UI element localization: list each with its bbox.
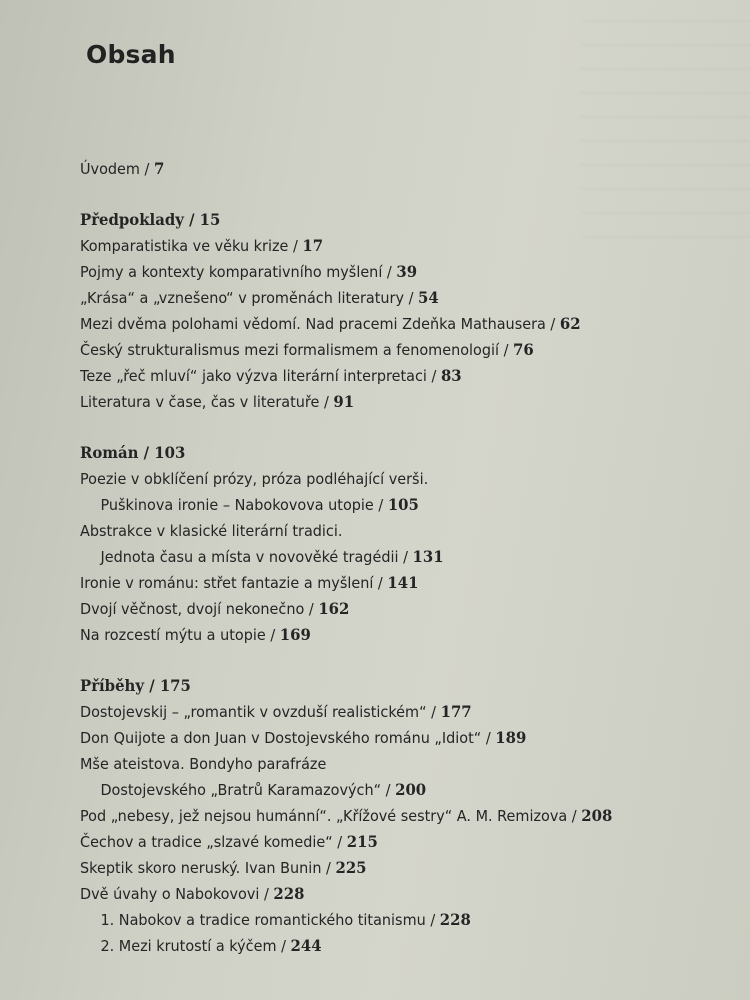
toc-separator: / bbox=[426, 703, 441, 721]
toc-entry bbox=[80, 803, 685, 829]
toc-entry bbox=[80, 725, 685, 751]
toc-entry-line2 bbox=[80, 492, 685, 518]
toc-page-number: 7 bbox=[153, 159, 165, 178]
toc-entry-title: Teze „řeč mluví“ jako výzva literární interpretaci bbox=[80, 367, 427, 385]
toc-separator: / bbox=[481, 729, 496, 747]
toc-entry bbox=[80, 596, 685, 622]
section-title: Příběhy bbox=[80, 676, 145, 695]
toc-subentry bbox=[80, 907, 685, 933]
toc-entry-title: Skeptik skoro neruský. Ivan Bunin bbox=[80, 859, 322, 877]
toc-entry-title: Dostojevskij – „romantik v ovzduší realistickém“ bbox=[80, 703, 427, 721]
toc-separator: / bbox=[319, 393, 334, 411]
toc-entry-title: Mezi dvěma polohami vědomí. Nad pracemi Zdeňka Mathausera bbox=[80, 315, 546, 333]
toc-page-number: 200 bbox=[395, 780, 427, 799]
page-title: Obsah bbox=[86, 40, 176, 69]
toc-separator: / bbox=[426, 367, 441, 385]
toc-entry-title: Na rozcestí mýtu a utopie bbox=[80, 626, 266, 644]
toc-entry-line1 bbox=[80, 751, 685, 777]
toc-page-number: 225 bbox=[335, 858, 367, 877]
toc-entry-title-line1: Mše ateistova. Bondyho parafráze bbox=[80, 755, 327, 773]
toc-entry bbox=[80, 855, 685, 881]
toc-page-number: 91 bbox=[333, 392, 355, 411]
toc-entry-title: Pojmy a kontexty komparativního myšlení bbox=[80, 263, 383, 281]
toc-page-number: 175 bbox=[159, 676, 191, 695]
toc-page-number: 103 bbox=[154, 443, 186, 462]
toc-separator: / bbox=[332, 833, 347, 851]
toc-entry-title-line1: Poezie v obklíčení prózy, próza podléhající verši. bbox=[80, 470, 429, 488]
toc-page-number: 189 bbox=[495, 728, 527, 747]
toc-entry bbox=[80, 259, 685, 285]
toc-entry bbox=[80, 285, 685, 311]
toc-separator: / bbox=[276, 937, 291, 955]
toc-separator: / bbox=[403, 289, 419, 307]
section-heading-pribehy bbox=[80, 673, 685, 699]
toc-entry-line1 bbox=[80, 466, 685, 492]
toc-entry-title: Dvě úvahy o Nabokovovi bbox=[80, 885, 260, 903]
toc-entry-title: Úvodem bbox=[80, 160, 140, 178]
toc-entry-title: Ironie v románu: střet fantazie a myšlení bbox=[80, 574, 374, 592]
toc-page-number: 76 bbox=[513, 340, 534, 359]
toc-separator: / bbox=[259, 885, 274, 903]
toc-separator: / bbox=[183, 210, 200, 229]
toc-page-number: 215 bbox=[346, 832, 378, 851]
toc-entry bbox=[80, 829, 685, 855]
toc-page-number: 208 bbox=[581, 806, 613, 825]
toc-separator: / bbox=[265, 626, 280, 644]
toc-entry-intro bbox=[80, 156, 685, 182]
toc-entry bbox=[80, 881, 685, 907]
toc-page-number: 39 bbox=[396, 262, 418, 281]
toc-page-number: 105 bbox=[387, 495, 419, 514]
section-heading-roman bbox=[80, 440, 685, 466]
toc-page-number: 54 bbox=[418, 288, 439, 307]
toc-separator: / bbox=[288, 237, 303, 255]
toc-entry-title: 2. Mezi krutostí a kýčem bbox=[100, 937, 277, 955]
toc-page-number: 141 bbox=[387, 573, 419, 592]
section-title: Předpoklady bbox=[80, 210, 184, 229]
toc-separator: / bbox=[545, 315, 560, 333]
toc-entry-title: Komparatistika ve věku krize bbox=[80, 237, 289, 255]
toc-entry-title: 1. Nabokov a tradice romantického titanismu bbox=[100, 911, 426, 929]
toc-entry-title: Pod „nebesy, jež nejsou humánní“. „Křížové sestry“ A. M. Remizova bbox=[80, 807, 568, 825]
toc-page-number: 15 bbox=[199, 210, 221, 229]
toc-entry bbox=[80, 337, 685, 363]
toc-entry bbox=[80, 570, 685, 596]
toc-separator: / bbox=[321, 859, 336, 877]
toc-entry-title: „Krása“ a „vznešeno“ v proměnách literatury bbox=[80, 289, 404, 307]
toc-separator: / bbox=[567, 807, 582, 825]
toc-entry-title: Don Quijote a don Juan v Dostojevského románu „Idiot“ bbox=[80, 729, 482, 747]
section-title: Román bbox=[80, 443, 139, 462]
toc-entry-title: Jednota času a místa v novověké tragédii bbox=[100, 548, 399, 566]
toc-entry bbox=[80, 363, 685, 389]
toc-entry bbox=[80, 233, 685, 259]
toc-entry bbox=[80, 311, 685, 337]
toc-separator: / bbox=[373, 496, 388, 514]
toc-page-number: 228 bbox=[273, 884, 305, 903]
toc-separator: / bbox=[138, 443, 155, 462]
toc-page-number: 17 bbox=[302, 236, 324, 255]
toc-separator: / bbox=[398, 548, 413, 566]
toc-page-number: 244 bbox=[290, 936, 322, 955]
toc-entry-line2 bbox=[80, 544, 685, 570]
toc-page-number: 177 bbox=[440, 702, 472, 721]
toc-entry bbox=[80, 699, 685, 725]
toc-entry-title: Český strukturalismus mezi formalismem a fenomenologií bbox=[80, 341, 500, 359]
toc-separator: / bbox=[304, 600, 319, 618]
toc-page-number: 131 bbox=[412, 547, 444, 566]
toc-entry-title: Puškinova ironie – Nabokovova utopie bbox=[100, 496, 374, 514]
toc-page-number: 62 bbox=[559, 314, 581, 333]
toc-separator: / bbox=[373, 574, 388, 592]
table-of-contents bbox=[80, 40, 730, 959]
toc-page-number: 169 bbox=[279, 625, 311, 644]
toc-entry-title: Dostojevského „Bratrů Karamazových“ bbox=[100, 781, 382, 799]
toc-separator: / bbox=[139, 160, 154, 178]
section-heading-predpoklady bbox=[80, 207, 685, 233]
toc-entry-title: Literatura v čase, čas v literatuře bbox=[80, 393, 320, 411]
toc-separator: / bbox=[382, 263, 397, 281]
toc-separator: / bbox=[499, 341, 514, 359]
toc-entry-line2 bbox=[80, 777, 685, 803]
toc-subentry bbox=[80, 933, 685, 959]
toc-separator: / bbox=[381, 781, 396, 799]
toc-entry-title: Čechov a tradice „slzavé komedie“ bbox=[80, 833, 333, 851]
toc-page-number: 228 bbox=[439, 910, 471, 929]
toc-entry bbox=[80, 622, 685, 648]
toc-page-number: 83 bbox=[440, 366, 462, 385]
toc-entry-line1 bbox=[80, 518, 685, 544]
toc-entry-title-line1: Abstrakce v klasické literární tradici. bbox=[80, 522, 343, 540]
toc-separator: / bbox=[425, 911, 440, 929]
toc-separator: / bbox=[144, 676, 160, 695]
toc-entry bbox=[80, 389, 685, 415]
toc-entry-title: Dvojí věčnost, dvojí nekonečno bbox=[80, 600, 305, 618]
toc-page-number: 162 bbox=[318, 599, 350, 618]
